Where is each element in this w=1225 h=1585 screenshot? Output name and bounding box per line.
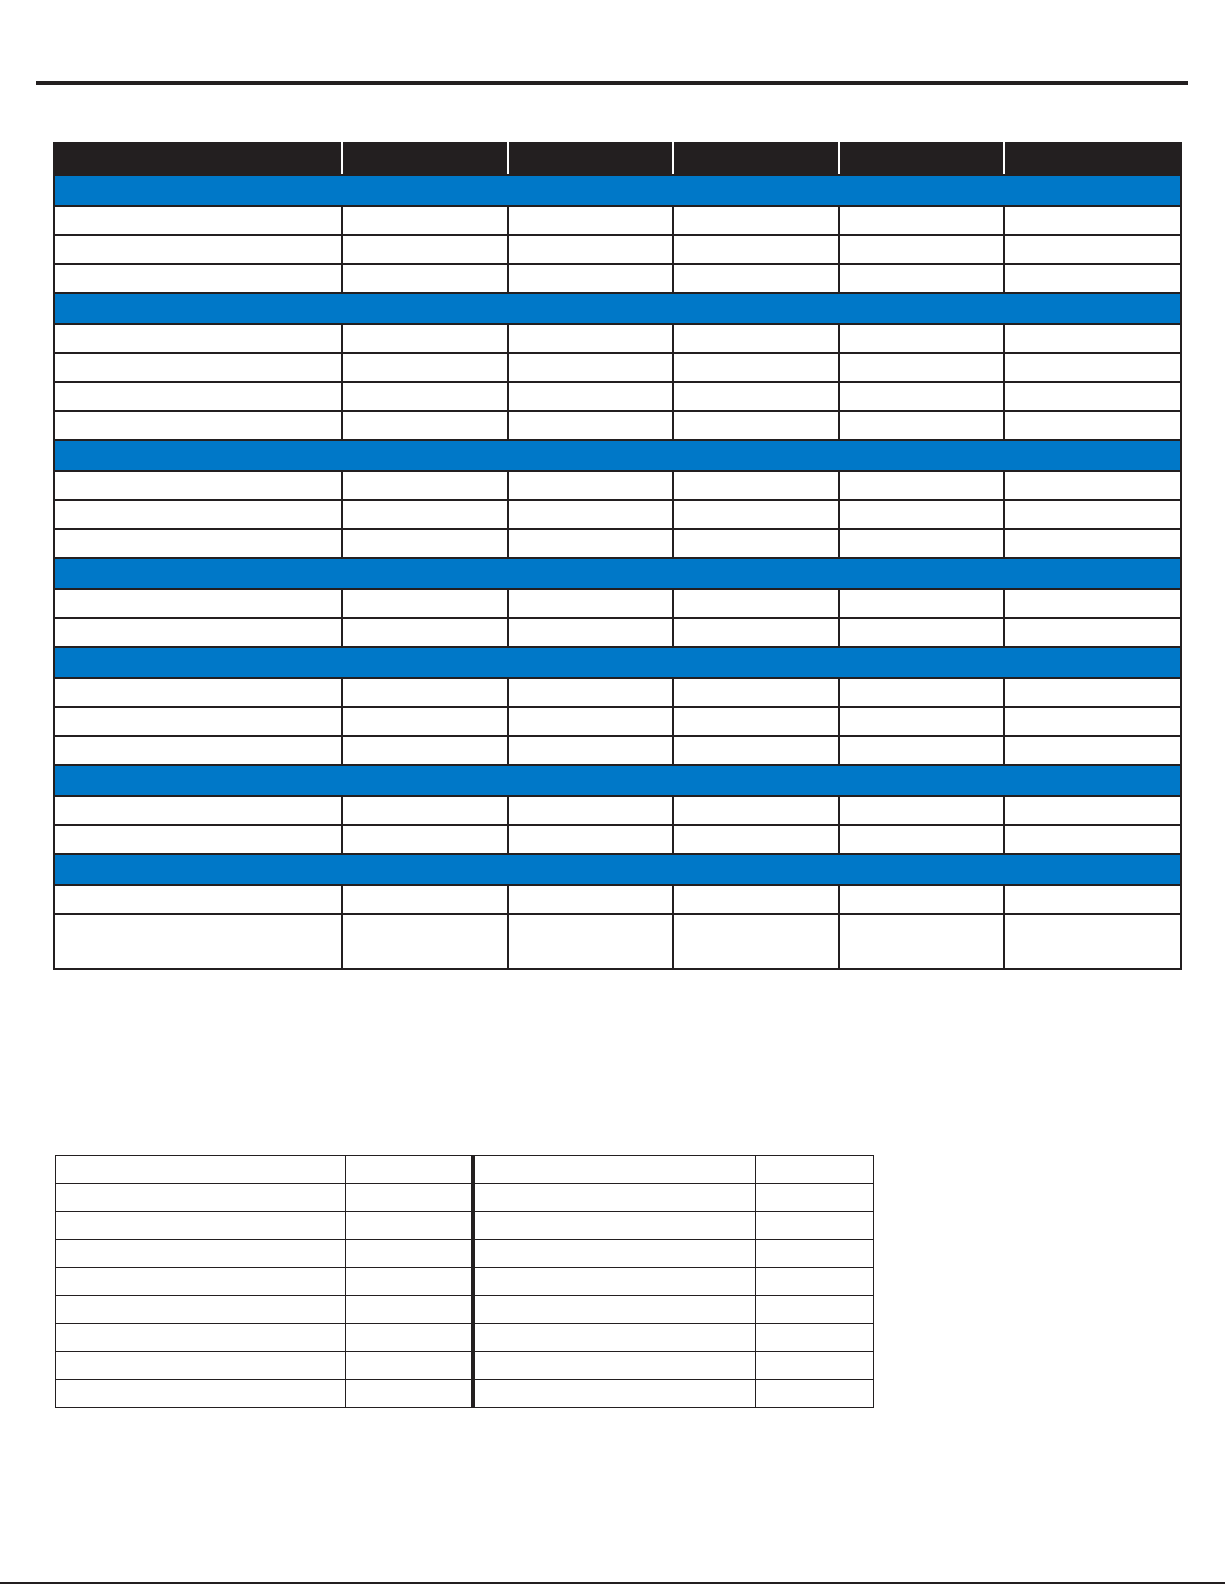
table-cell [839,411,1004,440]
table-cell [673,264,839,293]
table-cell [342,264,508,293]
table-cell [508,500,673,529]
table-cell [1004,589,1181,618]
table-cell [54,353,342,382]
table-cell [673,914,839,969]
table-cell [56,1240,346,1268]
table-row [54,382,1181,411]
section-header-row [54,647,1181,678]
table-cell [56,1156,346,1184]
table-cell [473,1212,756,1240]
table-cell [342,411,508,440]
table-cell [1004,914,1181,969]
table-cell [673,618,839,647]
table-cell [342,529,508,558]
table-cell [839,471,1004,500]
table-cell [839,825,1004,854]
table-cell [673,885,839,914]
table-cell [673,471,839,500]
table-cell [342,736,508,765]
table-cell [1004,411,1181,440]
table-cell [1004,500,1181,529]
lower-table [55,1155,874,1408]
table-cell [54,796,342,825]
section-header-row [54,293,1181,324]
section-title [54,558,1181,589]
table-cell [508,707,673,736]
table-cell [839,885,1004,914]
table-cell [54,206,342,235]
table-cell [342,825,508,854]
table-cell [56,1296,346,1324]
table-cell [756,1184,874,1212]
table-cell [839,264,1004,293]
table-cell [56,1268,346,1296]
table-cell [54,589,342,618]
table-cell [342,796,508,825]
table-cell [473,1268,756,1296]
spec-header-cell [839,143,1004,175]
table-row [56,1240,874,1268]
table-cell [839,678,1004,707]
section-header-row [54,440,1181,471]
table-cell [342,324,508,353]
table-row [56,1268,874,1296]
table-row [54,618,1181,647]
table-cell [839,235,1004,264]
table-row [56,1296,874,1324]
table-cell [839,589,1004,618]
table-cell [508,796,673,825]
table-row [54,529,1181,558]
table-row [56,1212,874,1240]
table-row [56,1324,874,1352]
table-cell [673,353,839,382]
table-cell [673,589,839,618]
table-cell [342,500,508,529]
table-cell [342,914,508,969]
table-cell [756,1352,874,1380]
table-cell [473,1296,756,1324]
table-cell [508,471,673,500]
section-header-row [54,558,1181,589]
table-cell [342,353,508,382]
section-title [54,854,1181,885]
table-cell [342,382,508,411]
table-cell [1004,471,1181,500]
section-header-row [54,765,1181,796]
table-cell [54,678,342,707]
spec-header-cell [342,143,508,175]
table-cell [342,589,508,618]
table-cell [508,324,673,353]
table-cell [56,1212,346,1240]
section-title [54,440,1181,471]
table-cell [839,353,1004,382]
table-cell [342,885,508,914]
table-cell [342,471,508,500]
table-cell [508,736,673,765]
table-cell [756,1212,874,1240]
table-row [56,1380,874,1408]
table-row [56,1156,874,1184]
table-cell [756,1268,874,1296]
table-cell [346,1296,473,1324]
table-cell [54,914,342,969]
table-cell [839,324,1004,353]
table-cell [342,206,508,235]
table-cell [756,1380,874,1408]
spec-header-cell [54,143,342,175]
table-cell [54,736,342,765]
table-cell [473,1352,756,1380]
table-cell [756,1296,874,1324]
bottom-rule [0,1582,1225,1584]
table-cell [508,382,673,411]
table-cell [54,471,342,500]
table-cell [673,707,839,736]
table-cell [673,529,839,558]
table-row [54,264,1181,293]
table-cell [54,324,342,353]
table-cell [508,264,673,293]
table-cell [1004,324,1181,353]
table-cell [346,1184,473,1212]
table-cell [673,382,839,411]
table-row [56,1352,874,1380]
table-cell [1004,885,1181,914]
spec-header-cell [508,143,673,175]
table-row [54,500,1181,529]
table-cell [508,353,673,382]
table-cell [839,707,1004,736]
table-cell [54,618,342,647]
section-header-row [54,175,1181,206]
table-cell [1004,736,1181,765]
table-row [54,825,1181,854]
table-cell [508,825,673,854]
table-cell [673,678,839,707]
table-cell [54,707,342,736]
table-cell [673,825,839,854]
table-cell [473,1324,756,1352]
table-cell [673,324,839,353]
table-cell [54,382,342,411]
table-row [54,353,1181,382]
table-cell [673,736,839,765]
table-cell [839,618,1004,647]
table-cell [342,618,508,647]
spec-header-cell [1004,143,1181,175]
spec-header-cell [673,143,839,175]
table-row [54,589,1181,618]
table-cell [473,1380,756,1408]
table-cell [756,1156,874,1184]
table-cell [1004,707,1181,736]
table-cell [346,1324,473,1352]
table-cell [54,500,342,529]
table-cell [839,500,1004,529]
table-cell [673,235,839,264]
table-cell [839,796,1004,825]
table-row [56,1184,874,1212]
table-row [54,885,1181,914]
table-cell [54,825,342,854]
table-cell [54,235,342,264]
table-cell [673,500,839,529]
table-cell [508,589,673,618]
table-cell [1004,796,1181,825]
top-rule [36,81,1188,85]
table-cell [1004,618,1181,647]
table-cell [342,707,508,736]
table-cell [56,1184,346,1212]
table-cell [346,1380,473,1408]
table-cell [346,1240,473,1268]
table-cell [508,885,673,914]
table-cell [473,1156,756,1184]
table-cell [473,1240,756,1268]
table-cell [508,618,673,647]
table-cell [673,206,839,235]
table-row [54,206,1181,235]
table-cell [346,1156,473,1184]
table-cell [508,529,673,558]
section-title [54,175,1181,206]
table-cell [508,206,673,235]
table-row [54,736,1181,765]
table-cell [839,914,1004,969]
table-cell [839,736,1004,765]
table-row [54,411,1181,440]
table-row [54,914,1181,969]
table-row [54,235,1181,264]
table-cell [673,796,839,825]
table-cell [56,1352,346,1380]
table-cell [54,885,342,914]
table-cell [839,529,1004,558]
table-cell [1004,206,1181,235]
spec-table-header-row [54,143,1181,175]
section-title [54,765,1181,796]
table-cell [508,411,673,440]
table-cell [346,1212,473,1240]
table-cell [1004,235,1181,264]
table-cell [346,1352,473,1380]
table-cell [54,529,342,558]
table-cell [1004,382,1181,411]
table-cell [673,411,839,440]
table-cell [508,235,673,264]
section-title [54,293,1181,324]
table-cell [839,382,1004,411]
table-cell [342,235,508,264]
table-cell [54,411,342,440]
table-row [54,471,1181,500]
table-cell [756,1240,874,1268]
table-cell [56,1324,346,1352]
table-cell [508,914,673,969]
table-cell [756,1324,874,1352]
table-cell [1004,529,1181,558]
table-cell [56,1380,346,1408]
table-row [54,324,1181,353]
table-row [54,707,1181,736]
section-title [54,647,1181,678]
section-header-row [54,854,1181,885]
table-cell [1004,264,1181,293]
table-row [54,678,1181,707]
table-cell [54,264,342,293]
table-cell [473,1184,756,1212]
table-cell [1004,825,1181,854]
table-cell [1004,353,1181,382]
table-cell [346,1268,473,1296]
table-cell [1004,678,1181,707]
spec-table [53,142,1182,970]
table-cell [508,678,673,707]
table-row [54,796,1181,825]
table-cell [342,678,508,707]
table-cell [839,206,1004,235]
